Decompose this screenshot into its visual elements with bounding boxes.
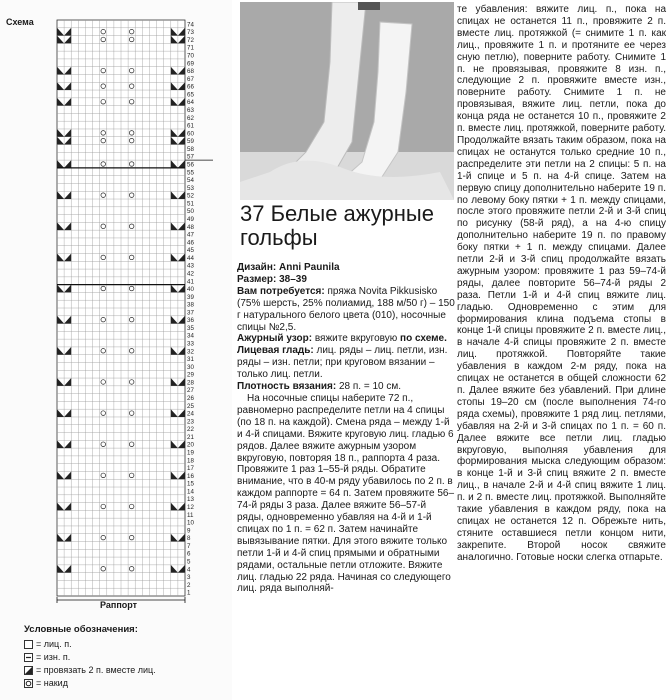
stockinette-line [237,345,455,381]
gauge-value: 28 п. = 10 см. [338,381,401,393]
row-number: 19 [187,449,194,457]
row-number: 17 [187,465,194,473]
row-number: 29 [187,371,194,379]
row-number: 56 [187,161,194,169]
row-number: 21 [187,433,194,441]
knitting-chart-panel [0,0,232,700]
row-number: 46 [187,239,194,247]
row-number: 4 [187,566,191,574]
article-title [240,202,456,250]
row-number: 32 [187,348,194,356]
knit-stitch-icon [24,640,33,649]
lace-value-bold: по схеме. [400,333,447,345]
size-label: Размер: [237,273,277,285]
row-number: 59 [187,138,194,146]
row-number: 67 [187,75,194,83]
row-number: 3 [187,574,191,582]
legend-item-yo [24,677,224,690]
row-number: 69 [187,60,194,68]
instructions-part-1: На носочные спицы наберите 72 п., равномерно распределите петли на 4 спицы (по 18 п. на каждой). Смена ряда – между 1-й и 4-й спицами. Вяжите круговую лиц. гладью 6 рядов. Далее вяжите ажурным узором вкруговую, повторяя 18 п., раппорта 4 раза. Провяжите 1 раз 1–55-й ряды. Обратите внимание, что в 40-м ряду убавилось по 2 п. в каждом раппорте = 64 п. Затем провяжите 56–74-й ряды 3 раза. Далее вяжите 56–57-й ряды, одновременно убавляя на 4-й и 1-й спицах по 1 п. = 62 п. Затем начинайте вывязывание пятки. Для этого вяжите только петли 1-й и 4-й спиц прямыми и обратными рядами, остальные петли отложите. Вяжите лиц. гладью 22 ряда. Начиная со следующего лиц. ряда выполняй- [237,392,455,595]
row-number: 40 [187,286,194,294]
row-number: 6 [187,550,191,558]
row-number: 72 [187,36,194,44]
row-number: 70 [187,52,194,60]
row-number: 64 [187,99,194,107]
row-number: 39 [187,293,194,301]
legend-label-k2tog: = провязать 2 п. вместе лиц. [36,665,156,675]
row-number: 43 [187,262,194,270]
materials-line [237,286,455,334]
row-number: 53 [187,184,194,192]
row-number: 65 [187,91,194,99]
design-line [237,262,455,274]
row-number: 51 [187,200,194,208]
row-number: 48 [187,223,194,231]
row-number: 71 [187,44,194,52]
rapport-label: Раппорт [100,600,138,610]
row-number: 36 [187,317,194,325]
row-number: 37 [187,309,194,317]
socks-photo [240,2,454,200]
row-number: 57 [187,153,194,161]
row-number: 30 [187,363,194,371]
k2tog-stitch-icon [24,666,33,675]
row-number: 58 [187,145,194,153]
row-number: 35 [187,324,194,332]
row-number: 73 [187,29,194,37]
materials-label: Вам потребуется: [237,285,325,297]
row-number: 55 [187,169,194,177]
row-number: 62 [187,114,194,122]
legend-item-knit [24,638,224,651]
lace-label: Ажурный узор: [237,333,313,345]
article-body-left [237,262,455,595]
yarn-over-icon [24,679,33,688]
row-number: 24 [187,410,194,418]
size-value: 38–39 [279,273,307,285]
row-number: 13 [187,496,194,504]
row-number: 31 [187,356,194,364]
stockinette-value: лиц. ряды – лиц. петли, изн. ряды – изн. петли; при круговом вязании – только лиц. петли. [237,345,448,381]
design-value: Anni Paunila [278,262,340,273]
legend-title: Условные обозначения: [24,624,138,635]
row-number: 18 [187,457,194,465]
socks-illustration [240,2,454,200]
chart-title: Схема [6,17,34,27]
row-number: 20 [187,441,194,449]
article-title-text: Белые ажурные гольфы [240,201,434,250]
row-number: 25 [187,402,194,410]
lace-pattern-line [237,333,455,345]
purl-stitch-icon [24,653,33,662]
row-number: 34 [187,332,194,340]
row-number: 7 [187,542,191,550]
row-number: 8 [187,535,191,543]
row-number: 47 [187,231,194,239]
row-number: 12 [187,503,194,511]
row-number: 50 [187,208,194,216]
row-number: 28 [187,379,194,387]
design-label: Дизайн: [237,262,277,273]
row-number: 16 [187,472,194,480]
legend-label-knit: = лиц. п. [36,639,72,649]
chart-legend [24,623,224,690]
row-number: 74 [187,21,194,29]
row-number: 15 [187,480,194,488]
row-number: 60 [187,130,194,138]
legend-item-purl [24,651,224,664]
row-number: 68 [187,68,194,76]
article-title-block [240,202,456,250]
size-line [237,274,455,286]
row-number: 44 [187,254,194,262]
row-number: 22 [187,426,194,434]
article-body-right: те убавления: вяжите лиц. п., пока на спицах не останется 11 п., провяжите 2 п. вместе лиц. протяжкой (= снимите 1 п. как лиц., провяжите 1 п. и протяните ее через сную петлю), поверните работу. Снимите 1 п. не провязывая, провяжите 8 изн. п., следующие 2 п. провяжите вместе изн., поверните работу. Снимите 1 п. не провязывая, вяжите лиц. петли, пока до конца ряда не останется 10 п., провяжите 2 п. вместе лиц. протяжкой, поверните работу. Продолжайте вязать таким образом, пока на спицах не останутся только средние 10 п., распределите эти петли на 2 спицы: 5 п. на 1-й спице и 5 п. на 4-й спице. Затем на первую спицу дополнительно наберите 19 п. по левому боку пятки + 1 п. между спицами, после этого провяжите петли 2-й и 3-й спиц по рисунку (58-й ряд), а на 4-ю спицу дополнительно наберите 19 п. по правому боку пятки + 1 п. между спицами. Далее петли 2-й и 3-й спиц продолжайте вязать ажурным узором: провяжите 1 раз 59–74-й ряды, далее повторите 56–74-й ряды 2 раза. Петли 1-й и 4-й спиц вяжите лиц. гладью. Одновременно с этим для формирования клина подъема стопы в конце 1-й спицы провяжите 2 п. вместе лиц., в начале 4-й спицы провяжите 2 п. вместе лиц. протяжкой. Повторяйте такие убавления в каждом 2-м ряду, пока на спицах не останется в общей сложности 62 п. Далее вяжите без убавлений. При длине стопы 19–20 см (после выполнения 74-го ряда схемы), провяжите 1 ряд лиц. петлями, убавляя на 2-й и 3-й спицах по 1 п. = 60 п. Далее вяжите все петли лиц. гладью вкруговую, выполняя убавления для формирования мыска следующим образом: в конце 1-й и 3-й спиц вяжите 2 п. вместе лиц., в начале 2-й и 4-й спиц вяжите 1 лиц. п. и 2 п. вместе лиц. протяжкой. Выполняйте такие убавления в каждом ряду, пока на спицах не останется 12 п. Обрежьте нить, стяните оставшиеся петли концом нити, закрепите. Второй носок свяжите аналогично. Готовые носки слегка отпарьте. [457,4,666,563]
row-number: 9 [187,527,191,535]
row-number: 42 [187,270,194,278]
row-number: 1 [187,589,191,597]
materials-value: пряжа Novita Pikkusisko (75% шерсть, 25% полиамид, 188 м/50 г) – 150 г натурального белого цвета (010), носочные спицы №2,5. [237,285,455,333]
gauge-line [237,381,455,393]
article-number: 37 [240,201,265,226]
knitting-chart-grid [0,0,232,620]
row-number: 23 [187,418,194,426]
row-number: 61 [187,122,194,130]
row-number: 66 [187,83,194,91]
row-number: 41 [187,278,194,286]
legend-item-k2tog [24,664,224,677]
row-number: 45 [187,247,194,255]
row-number: 2 [187,581,191,589]
row-number: 54 [187,177,194,185]
row-number: 27 [187,387,194,395]
lace-value: вяжите вкруговую [314,333,398,345]
stockinette-label: Лицевая гладь: [237,345,314,357]
legend-label-purl: = изн. п. [36,652,71,662]
row-number: 10 [187,519,194,527]
row-number: 49 [187,215,194,223]
row-number: 14 [187,488,194,496]
row-number: 63 [187,107,194,115]
legend-label-yo: = накид [36,678,68,688]
row-number: 33 [187,340,194,348]
gauge-label: Плотность вязания: [237,381,337,393]
row-number: 26 [187,395,194,403]
row-number: 38 [187,301,194,309]
row-number: 5 [187,558,191,566]
row-number: 11 [187,511,194,519]
row-number: 52 [187,192,194,200]
